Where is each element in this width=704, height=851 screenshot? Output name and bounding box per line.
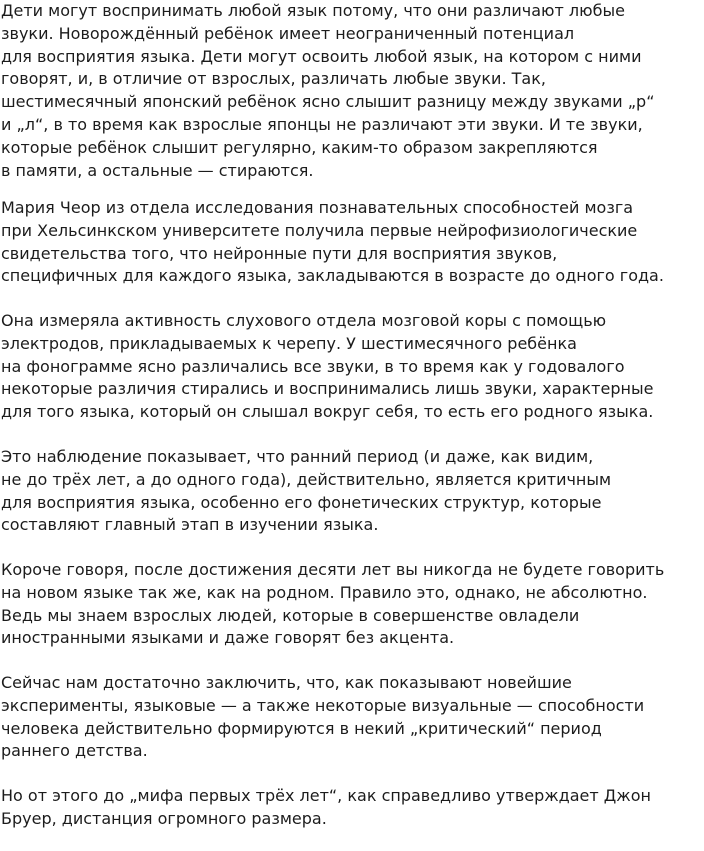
text-line: человека действительно формируются в некий „критический“ период bbox=[1, 718, 602, 738]
text-line: которые ребёнок слышит регулярно, каким-то образом закрепляются bbox=[1, 137, 598, 157]
text-line: в памяти, а остальные — стираются. bbox=[1, 160, 314, 180]
text-line: Короче говоря, после достижения десяти лет вы никогда не будете говорить bbox=[1, 560, 665, 579]
text-line: Сейчас нам достаточно заключить, что, как показывают новейшие bbox=[1, 673, 572, 692]
text-line: для восприятия языка, особенно его фонетических структур, которые bbox=[1, 492, 602, 512]
paragraph-7 bbox=[1, 785, 651, 831]
text-line: не до трёх лет, а до одного года), действительно, является критичным bbox=[1, 469, 612, 489]
text-line: на фонограмме ясно различались все звуки, в то время как у годовалого bbox=[1, 356, 625, 376]
text-line: некоторые различия стирались и воспринимались лишь звуки, характерные bbox=[1, 379, 654, 399]
paragraph-2 bbox=[1, 197, 664, 288]
text-line: шестимесячный японский ребёнок ясно слышит разницу между звуками „р“ bbox=[1, 92, 655, 112]
text-line: для восприятия языка. Дети могут освоить любой язык, на котором с ними bbox=[1, 46, 642, 66]
paragraph-1 bbox=[1, 0, 655, 182]
text-line: Мария Чеор из отдела исследования познавательных способностей мозга bbox=[1, 198, 634, 217]
text-line: звуки. Новорождённый ребёнок имеет неограниченный потенциал bbox=[1, 23, 575, 43]
text-line: Она измеряла активность слухового отдела мозговой коры с помощью bbox=[1, 311, 607, 330]
text-line: при Хельсинкском университете получила первые нейрофизиологические bbox=[1, 220, 638, 240]
text-line: специфичных для каждого языка, закладываются в возрасте до одного года. bbox=[1, 266, 664, 286]
text-line: свидетельства того, что нейронные пути для восприятия звуков, bbox=[1, 243, 558, 263]
text-line: иностранными языками и даже говорят без акцента. bbox=[1, 628, 455, 648]
text-line: Но от этого до „мифа первых трёх лет“, как справедливо утверждает Джон bbox=[1, 786, 651, 805]
text-line: на новом языке так же, как на родном. Правило это, однако, не абсолютно. bbox=[1, 582, 648, 602]
text-line: и „л“, в то время как взрослые японцы не различают эти звуки. И те звуки, bbox=[1, 114, 643, 134]
paragraph-4 bbox=[1, 446, 611, 537]
text-line: составляют главный этап в изучении языка. bbox=[1, 515, 379, 535]
paragraph-3 bbox=[1, 310, 653, 424]
paragraph-6 bbox=[1, 672, 644, 763]
text-line: эксперименты, языковые — а также некоторые визуальные — способности bbox=[1, 695, 645, 715]
text-line: Это наблюдение показывает, что ранний период (и даже, как видим, bbox=[1, 447, 594, 466]
text-line: Бруер, дистанция огромного размера. bbox=[1, 808, 327, 828]
text-line: электродов, прикладываемых к черепу. У шестимесячного ребёнка bbox=[1, 333, 577, 353]
text-line: для того языка, который он слышал вокруг себя, то есть его родного языка. bbox=[1, 402, 654, 422]
paragraph-5 bbox=[1, 559, 664, 650]
text-line: говорят, и, в отличие от взрослых, различать любые звуки. Так, bbox=[1, 69, 546, 89]
text-line: Дети могут воспринимать любой язык потому, что они различают любые bbox=[1, 1, 625, 20]
text-line: раннего детства. bbox=[1, 741, 148, 761]
text-line: Ведь мы знаем взрослых людей, которые в совершенстве овладели bbox=[1, 605, 580, 625]
